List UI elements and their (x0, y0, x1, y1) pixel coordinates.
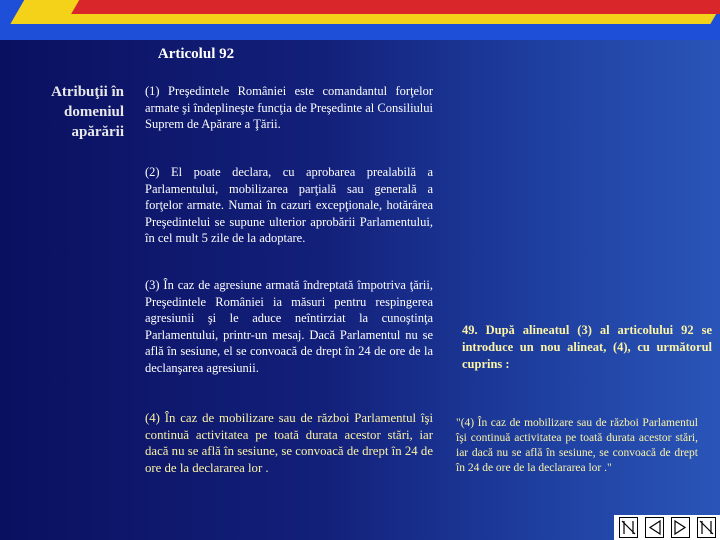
last-slide-icon (699, 520, 714, 535)
next-slide-icon (673, 520, 688, 535)
first-slide-icon (621, 520, 636, 535)
previous-slide-button[interactable] (645, 517, 664, 538)
flag-stripe-red (71, 0, 720, 14)
last-slide-button[interactable] (697, 517, 716, 538)
paragraph-4: (4) În caz de mobilizare sau de război Parlamentul îşi continuă activitatea pe toată durata acestor stări, iar dacă nu se află în sesiune, se convoacă de drept în 24 de ore de la declararea lor . (145, 411, 433, 475)
paragraph-1: (1) Preşedintele României este comandantul forţelor armate şi îndeplineşte funcţia de Preşedinte al Consiliului Suprem de Apărare a Ţării. (145, 84, 433, 131)
amendment-quote: "(4) În caz de mobilizare sau de război Parlamentul îşi continuă activitatea pe toată durata acestor stări, iar dacă nu se află în sesiune, se convoacă de drept în 24 de ore de la declararea lor ." (456, 417, 698, 474)
slide-title-text: Articolul 92 (157, 46, 235, 62)
paragraph-2: (2) El poate declara, cu aprobarea prealabilă a Parlamentului, mobilizarea parţială sau generală a forţelor armate. Numai în cazuri excepţionale, hotărârea Preşedintelui se supune ulterior aprobării Parlamentului, în cel mult 5 zile de la adoptare. (145, 165, 433, 245)
previous-slide-icon (647, 520, 662, 535)
next-slide-button[interactable] (671, 517, 690, 538)
first-slide-button[interactable] (619, 517, 638, 538)
slide-title (0, 46, 720, 63)
side-label: Atribuţii în domeniul apărării (51, 84, 124, 140)
amendment-heading: 49. După alineatul (3) al articolului 92 se introduce un nou alineat, (4), cu următorul cuprins : (462, 323, 712, 371)
flag-decoration (0, 0, 720, 40)
paragraph-3: (3) În caz de agresiune armată îndreptată împotriva ţării, Preşedintele României ia măsuri pentru respingerea agresiunii şi le aduce neîntirziat la cunoştinţa Parlamentului, printr-un mesaj. Dacă Parlamentul nu se află în sesiune, el se convoacă de drept în 24 de ore de la declanşarea agresiunii. (145, 278, 433, 375)
